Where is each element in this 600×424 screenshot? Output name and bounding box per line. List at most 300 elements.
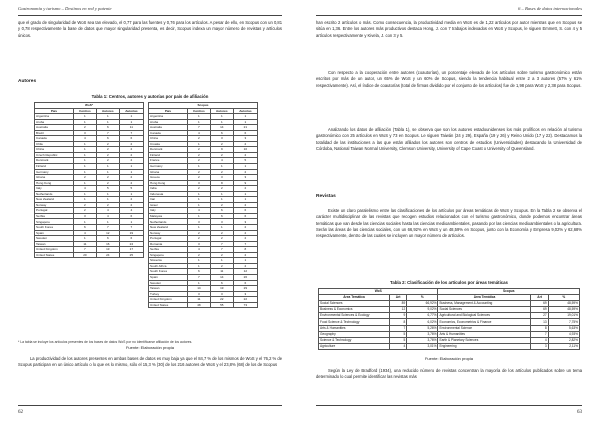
table-cell: 2: [233, 252, 257, 258]
table-cell: Food Science & Technology: [319, 319, 390, 325]
table-cell: 3: [187, 219, 210, 225]
table1-scopus: [148, 102, 258, 308]
table-cell: 2: [187, 252, 210, 258]
table-cell: 6: [73, 225, 96, 231]
col-area: Área Temática: [319, 295, 390, 301]
table-cell: 2: [187, 158, 210, 164]
table-cell: 26: [233, 274, 257, 280]
table-cell: 2: [187, 230, 210, 236]
table-cell: 1: [233, 197, 257, 203]
table-cell: 2: [119, 197, 143, 203]
table-cell: 2,11%: [548, 343, 579, 349]
table-cell: Science & Technology: [319, 337, 390, 343]
table-cell: Geography: [319, 331, 390, 337]
table-cell: New Zealand: [149, 225, 188, 231]
table1-wos: [34, 102, 144, 258]
table-cell: 1: [73, 141, 96, 147]
table-cell: 24: [96, 252, 119, 258]
table-cell: 2: [96, 180, 119, 186]
table-cell: 19: [210, 286, 233, 292]
table-cell: South Korea: [35, 225, 74, 231]
table1-caption: Tabla 1: Centros, autores y autorías por país de afiliación: [91, 94, 209, 99]
table-cell: Spain: [35, 230, 74, 236]
table-cell: Croatia: [149, 141, 188, 147]
table-cell: 2: [187, 169, 210, 175]
table-cell: 1: [96, 197, 119, 203]
table-cell: 2: [119, 180, 143, 186]
table-cell: 66,92%: [407, 301, 438, 307]
table-cell: 20: [73, 252, 96, 258]
bottom-rule: [316, 405, 582, 406]
table-cell: 7: [73, 247, 96, 253]
table-cell: 1: [96, 119, 119, 125]
table-cell: 4: [119, 208, 143, 214]
table-cell: 3,01%: [407, 343, 438, 349]
table-cell: 2: [73, 175, 96, 181]
table-cell: Greece: [149, 175, 188, 181]
table-cell: 1: [187, 197, 210, 203]
table-cell: 6: [96, 136, 119, 142]
table-cell: Serbia: [149, 247, 188, 253]
top-rule: [316, 15, 582, 16]
table-cell: Agriculture: [319, 343, 390, 349]
heading-autores: Autores: [18, 79, 37, 84]
table-cell: 7: [96, 130, 119, 136]
table-cell: 2: [187, 136, 210, 142]
paragraph-intro: que el grado de singularidad de WoS sea tan elevado, el 0,77 para las fuentes y 0,76 para los artículos. A pesar de ello, en Scopus con un 0,81 y 0,78 respectivamente la base de datos que mayor singularidad presenta, es decir, Scopus indexa un mayor número de revistas y artículos únicos.: [18, 20, 282, 38]
table-cell: 7: [390, 325, 407, 331]
table1-note: * La tabla se incluye los artículos presentes de los bases de datos WoS por no identificarse afiliación de los autores.: [18, 340, 193, 344]
table-cell: Denmark: [149, 147, 188, 153]
table2-wos-group: WoS: [319, 289, 438, 295]
table-cell: Australia: [35, 125, 74, 131]
table-cell: Canada: [35, 136, 74, 142]
table-cell: 8: [531, 325, 548, 331]
table-cell: Hong Kong: [35, 180, 74, 186]
table-cell: 2: [73, 202, 96, 208]
table-cell: 25: [119, 252, 143, 258]
table1-scopus-group: Scopus: [149, 103, 258, 109]
table-cell: New Zealand: [35, 197, 74, 203]
table1-source: Fuente: Elaboración propia: [125, 345, 175, 350]
table-cell: 1: [119, 169, 143, 175]
table-cell: 2: [119, 158, 143, 164]
table-cell: 1: [119, 114, 143, 120]
table-cell: Singapore: [149, 252, 188, 258]
table-cell: Germany: [35, 169, 74, 175]
table-cell: 1: [210, 258, 233, 264]
col-pct: %: [548, 295, 579, 301]
col-area: Área Temática: [438, 295, 531, 301]
heading-revistas: Revistas: [316, 194, 336, 199]
table-cell: 2: [96, 152, 119, 158]
table-cell: 2: [233, 186, 257, 192]
table-cell: 17: [119, 247, 143, 253]
table-cell: 7: [210, 241, 233, 247]
table-cell: South Africa: [149, 263, 188, 269]
page-number-right: 63: [577, 410, 582, 415]
table-cell: 1: [187, 141, 210, 147]
table-cell: 6: [233, 130, 257, 136]
table-cell: 1: [187, 164, 210, 170]
table-cell: 1: [187, 114, 210, 120]
table-cell: 2: [73, 208, 96, 214]
table-cell: 2: [210, 252, 233, 258]
table-cell: 2: [210, 186, 233, 192]
table-cell: Canada: [149, 130, 188, 136]
table-cell: United Kingdom: [149, 297, 188, 303]
table-cell: 1: [73, 169, 96, 175]
table-row: [149, 302, 258, 308]
table-cell: 3: [187, 291, 210, 297]
table-cell: 1: [187, 263, 210, 269]
table-cell: 8: [390, 319, 407, 325]
table-cell: 4,93%: [548, 331, 579, 337]
table-cell: 69: [531, 307, 548, 313]
table-cell: 1: [210, 119, 233, 125]
table-cell: 14: [210, 125, 233, 131]
table-cell: 2: [233, 230, 257, 236]
table-cell: 73: [233, 302, 257, 308]
table-cell: 1: [233, 258, 257, 264]
table-cell: 3: [73, 213, 96, 219]
table-cell: 6: [187, 269, 210, 275]
table-cell: 1: [187, 191, 210, 197]
bottom-rule: [18, 405, 282, 406]
table-cell: United States: [35, 252, 74, 258]
table-cell: 1: [73, 164, 96, 170]
table-cell: 1: [96, 191, 119, 197]
table-cell: 12: [233, 269, 257, 275]
table-cell: United Kingdom: [35, 247, 74, 253]
table-cell: Portugal: [149, 236, 188, 242]
table-cell: 9: [233, 180, 257, 186]
table-cell: 11: [210, 269, 233, 275]
table1-wos-group: WoS*: [35, 103, 144, 109]
table-cell: 4: [390, 343, 407, 349]
table-cell: 7: [119, 130, 143, 136]
table-cell: 7: [187, 125, 210, 131]
table-cell: Spain: [149, 274, 188, 280]
table-cell: 1: [73, 147, 96, 153]
table-cell: 7: [187, 274, 210, 280]
table-cell: 1: [210, 191, 233, 197]
table-cell: 6: [119, 136, 143, 142]
table-cell: 10: [233, 147, 257, 153]
table-cell: 1: [210, 225, 233, 231]
table-cell: 1: [73, 119, 96, 125]
table-cell: Norway: [35, 202, 74, 208]
table-cell: 6,77%: [407, 313, 438, 319]
table-cell: 8: [233, 247, 257, 253]
paragraph-bradford: Según la Ley de Bradford (1934), una reducido número de revistas concentran la mayoría de los artículos publicados sobre un tema determinado lo cual permite identificar las revistas más: [316, 368, 582, 380]
table-cell: 2: [233, 236, 257, 242]
table-cell: 14: [187, 286, 210, 292]
table-row: [35, 252, 144, 258]
table-cell: 2: [96, 158, 119, 164]
table-cell: Denmark: [35, 158, 74, 164]
table2-scopus-group: Scopus: [438, 289, 580, 295]
table-cell: Social Sciences: [319, 301, 390, 307]
table-cell: 2: [187, 186, 210, 192]
table-cell: 1: [210, 197, 233, 203]
table-cell: 11: [187, 297, 210, 303]
table-cell: 5: [96, 186, 119, 192]
table-cell: Finland: [35, 164, 74, 170]
table-cell: 3: [73, 130, 96, 136]
table-cell: 1: [73, 152, 96, 158]
table-cell: 2: [119, 147, 143, 153]
table-cell: Economics, Econometrics & Finance: [438, 319, 531, 325]
table-cell: 2: [187, 175, 210, 181]
table-cell: 2: [210, 169, 233, 175]
table-cell: 2: [73, 125, 96, 131]
table2-areas: [318, 288, 580, 350]
table-cell: 2: [210, 230, 233, 236]
table-cell: 2: [210, 263, 233, 269]
table-cell: 4: [73, 230, 96, 236]
table-cell: 1: [187, 202, 210, 208]
table-cell: Chile: [35, 141, 74, 147]
table-cell: 2: [210, 141, 233, 147]
table-cell: 1: [119, 164, 143, 170]
table-cell: 2: [187, 147, 210, 153]
table-cell: Earth & Planetary Sciences: [438, 337, 531, 343]
table-cell: 3: [187, 241, 210, 247]
table-cell: Arts & Humanities: [438, 331, 531, 337]
table-cell: China: [35, 147, 74, 153]
table-cell: 13: [96, 247, 119, 253]
table-cell: 22: [233, 297, 257, 303]
table-cell: 4: [531, 337, 548, 343]
table-cell: 2: [187, 236, 210, 242]
table-cell: France: [149, 158, 188, 164]
col-pct: %: [407, 295, 438, 301]
table-cell: 27: [531, 313, 548, 319]
paragraph-productividad: La productividad de los autores presentes en ambas bases de datos es muy baja ya que el 84,7 % de los mismos de WoS y el 76,2 % de Scopus participan en un único artículo o lo que es lo mismo, sólo el 15,3 % (30) de los 216 autores de WoS y el 23,8% (68) de los de Scopus: [18, 356, 282, 368]
table-cell: 13: [531, 319, 548, 325]
table-cell: 2: [233, 152, 257, 158]
table-cell: 4: [187, 130, 210, 136]
table-cell: Business, Management & Accounting: [438, 301, 531, 307]
table-cell: 1: [73, 191, 96, 197]
col-autores: Autores: [210, 108, 233, 114]
table-cell: 5,63%: [548, 325, 579, 331]
table-cell: Argentina: [35, 114, 74, 120]
table-cell: 2: [233, 169, 257, 175]
table-cell: 1: [119, 191, 143, 197]
table-cell: 6: [210, 130, 233, 136]
table2-caption: Tabla 2: Clasificación de los artículos por áreas temáticas: [390, 280, 508, 285]
table-cell: 69: [531, 301, 548, 307]
paragraph-afiliacion: Analizando los datos de afiliación (Tabla 1), se observa que son los autores estadounidenses los más prolíficos en relación al turismo gastronómico con 25 artículos en WoS y 73 en Scopus. Le siguen Taiwán (24 y 29), España (19 y 26) y Reino Unido (17 y 22). Destacamos la totalidad de las instituciones a las que están afiliados los autores son centros de estudios (Universidades) destacando la Universidad de Córdoba, National Taiwan Normal University, Clemson University, University of Cape Coast o University of Queensland.: [316, 127, 582, 151]
table-cell: 8: [210, 180, 233, 186]
table-cell: 55: [210, 302, 233, 308]
table-cell: Engineering: [438, 343, 531, 349]
paragraph-coautorias: Con respecto a la cooperación entre autores (coautorías), un porcentaje elevado de los artículos sobre turismo gastronómico están escritos por más de un autor, un 65% de WoS y un 60% de Scopus, siendo la tendencia habitual entre 2 a 3 autores (57% y 61% respectivamente). Así, el índice de coautorías (total de firmas dividido por el conjunto de los artículos) fue de 1,98 para WoS y 2,38 para Scopus.: [316, 70, 582, 88]
table-cell: 3: [233, 136, 257, 142]
table-cell: 11: [119, 125, 143, 131]
paragraph-revistas: Existe un claro paralelismo entre las clasificaciones de los artículos por áreas temáticas de WoS y Scopus. En la Tabla 2 se observa el carácter multidisciplinar de las revistas que recogen estudios relacionados con el turismo gastronómico, donde podemos encontrar áreas temáticas que van desde las ciencias sociales hasta las ciencias medioambientales, pasando por las ciencias medioambientales o la agricultura. Serán las áreas de las ciencias sociales, con un 66,92% en WoS y un 48,59% en Scopus, junto con la Economía y Empresa 9,02% y 62,68% respectivamente, dentro de las cuales se incluyen un mayor número de artículos.: [316, 208, 582, 239]
table-cell: 1: [233, 119, 257, 125]
table-cell: 3: [233, 291, 257, 297]
table-cell: 2: [96, 147, 119, 153]
table-cell: China: [149, 136, 188, 142]
table-cell: 2: [119, 141, 143, 147]
table-cell: 1: [73, 114, 96, 120]
table-cell: 6: [233, 208, 257, 214]
table-cell: 9: [390, 313, 407, 319]
running-head-left: Gastronomía y turismo – Destinos en red y patente: [18, 6, 112, 11]
table-cell: Finland: [149, 152, 188, 158]
table-cell: 7,75%: [548, 319, 579, 325]
table-cell: 6: [119, 236, 143, 242]
table-cell: 1: [187, 280, 210, 286]
table-cell: 2: [119, 202, 143, 208]
table-cell: Germany: [149, 164, 188, 170]
table-cell: 9,02%: [407, 307, 438, 313]
col-centros: Centros: [73, 108, 96, 114]
table-cell: 5: [119, 186, 143, 192]
table-cell: 2: [233, 141, 257, 147]
table-cell: 1: [233, 191, 257, 197]
table-cell: 3: [233, 219, 257, 225]
table-cell: Portugal: [35, 208, 74, 214]
table-cell: 48,59%: [548, 301, 579, 307]
table-cell: 19,01%: [548, 313, 579, 319]
table-cell: 3: [210, 136, 233, 142]
table-cell: Czech Republic: [35, 152, 74, 158]
table-cell: 7: [96, 225, 119, 231]
table-cell: Israel: [149, 202, 188, 208]
table-cell: 1: [73, 219, 96, 225]
table-cell: 7: [233, 241, 257, 247]
table-cell: 4: [187, 247, 210, 253]
table-cell: Aruba: [149, 119, 188, 125]
table-cell: 2: [96, 202, 119, 208]
table-cell: India: [149, 186, 188, 192]
table-row: [319, 343, 580, 349]
table-cell: United States: [149, 302, 188, 308]
table-cell: 2: [96, 175, 119, 181]
table-cell: 3,76%: [407, 331, 438, 337]
table-cell: 1: [187, 119, 210, 125]
table-cell: 6: [233, 213, 257, 219]
table-cell: 6: [210, 213, 233, 219]
table-cell: 5: [233, 158, 257, 164]
table-cell: 4: [210, 158, 233, 164]
table-cell: 1: [96, 164, 119, 170]
table-cell: 7: [119, 225, 143, 231]
table-cell: 6: [119, 213, 143, 219]
table-cell: 2,82%: [548, 337, 579, 343]
table-cell: 1: [73, 158, 96, 164]
table-cell: 6,02%: [407, 319, 438, 325]
table-cell: 89: [390, 301, 407, 307]
table-cell: 7: [210, 247, 233, 253]
table-cell: 2: [96, 141, 119, 147]
table-cell: 4: [73, 136, 96, 142]
table-cell: 1: [187, 225, 210, 231]
table-cell: Iran: [149, 197, 188, 203]
table-cell: Taiwan: [149, 286, 188, 292]
table-cell: 16: [96, 241, 119, 247]
table-cell: 1: [73, 197, 96, 203]
col-pais: País: [149, 108, 188, 114]
table-cell: 3: [210, 175, 233, 181]
table-cell: Aruba: [35, 119, 74, 125]
table-cell: Argentina: [149, 114, 188, 120]
col-centros: Centros: [187, 108, 210, 114]
table-cell: 29: [233, 286, 257, 292]
table-cell: 1: [96, 219, 119, 225]
table-cell: Sweden: [149, 280, 188, 286]
table-cell: Netherlands: [35, 191, 74, 197]
table-cell: Arts & Humanities: [319, 325, 390, 331]
col-pais: País: [35, 108, 74, 114]
table-cell: 4: [96, 208, 119, 214]
table-cell: 1: [187, 213, 210, 219]
table-cell: 1: [210, 164, 233, 170]
table-cell: 1: [73, 180, 96, 186]
col-autores: Autores: [96, 108, 119, 114]
table-cell: 6: [210, 208, 233, 214]
paragraph-productividad-cont: han escrito 2 artículos o más. Como consecuencia, la productividad media en WoS es de 1,22 artículos por autor mientras que en Scopus se sitúa en 1,36. Entre los autores más productivos destaca Hong, J. con 7 trabajos indexados en WoS y Scopus, le siguen Emmett, S. con 4 y 5 artículos respectivamente y Kivela, J. con 3 y 5.: [316, 20, 582, 38]
table-cell: 11: [73, 241, 96, 247]
table-cell: 1: [96, 169, 119, 175]
table2-source: Fuente: Elaboración propia: [424, 356, 474, 361]
table-cell: 3: [210, 219, 233, 225]
table-cell: Italy: [35, 186, 74, 192]
table-cell: 3,76%: [407, 337, 438, 343]
table-cell: 2: [119, 175, 143, 181]
table-cell: 2: [187, 152, 210, 158]
running-head-right: 6 – Bases de datos internacionales: [518, 6, 582, 11]
table-cell: Business & Economics: [319, 307, 390, 313]
table-cell: Serbia: [35, 213, 74, 219]
table-cell: 2: [233, 225, 257, 231]
table-cell: 1: [119, 219, 143, 225]
col-art: Art: [531, 295, 548, 301]
top-rule: [18, 15, 282, 16]
table-cell: 2: [210, 236, 233, 242]
table-cell: Taiwan: [35, 241, 74, 247]
table-cell: 3: [210, 291, 233, 297]
table-cell: 24: [119, 241, 143, 247]
table-cell: Social Sciences: [438, 307, 531, 313]
table-cell: 6: [210, 280, 233, 286]
table-cell: 48,59%: [548, 307, 579, 313]
table-cell: Romania: [149, 241, 188, 247]
table-cell: 1: [119, 119, 143, 125]
table-cell: 12: [96, 230, 119, 236]
table-cell: 1: [233, 164, 257, 170]
table-cell: 7: [531, 331, 548, 337]
table-cell: Turkey: [149, 291, 188, 297]
table-cell: 4: [187, 208, 210, 214]
page-number-left: 62: [18, 410, 23, 415]
right-page: [300, 0, 600, 424]
table-cell: 3: [531, 343, 548, 349]
table-cell: 3: [187, 180, 210, 186]
table-cell: 5: [390, 331, 407, 337]
table-cell: 6: [233, 280, 257, 286]
table-cell: 1: [187, 258, 210, 264]
table-cell: Singapore: [35, 219, 74, 225]
table-cell: 6: [96, 236, 119, 242]
table-cell: 2: [210, 152, 233, 158]
table-cell: 5: [390, 337, 407, 343]
